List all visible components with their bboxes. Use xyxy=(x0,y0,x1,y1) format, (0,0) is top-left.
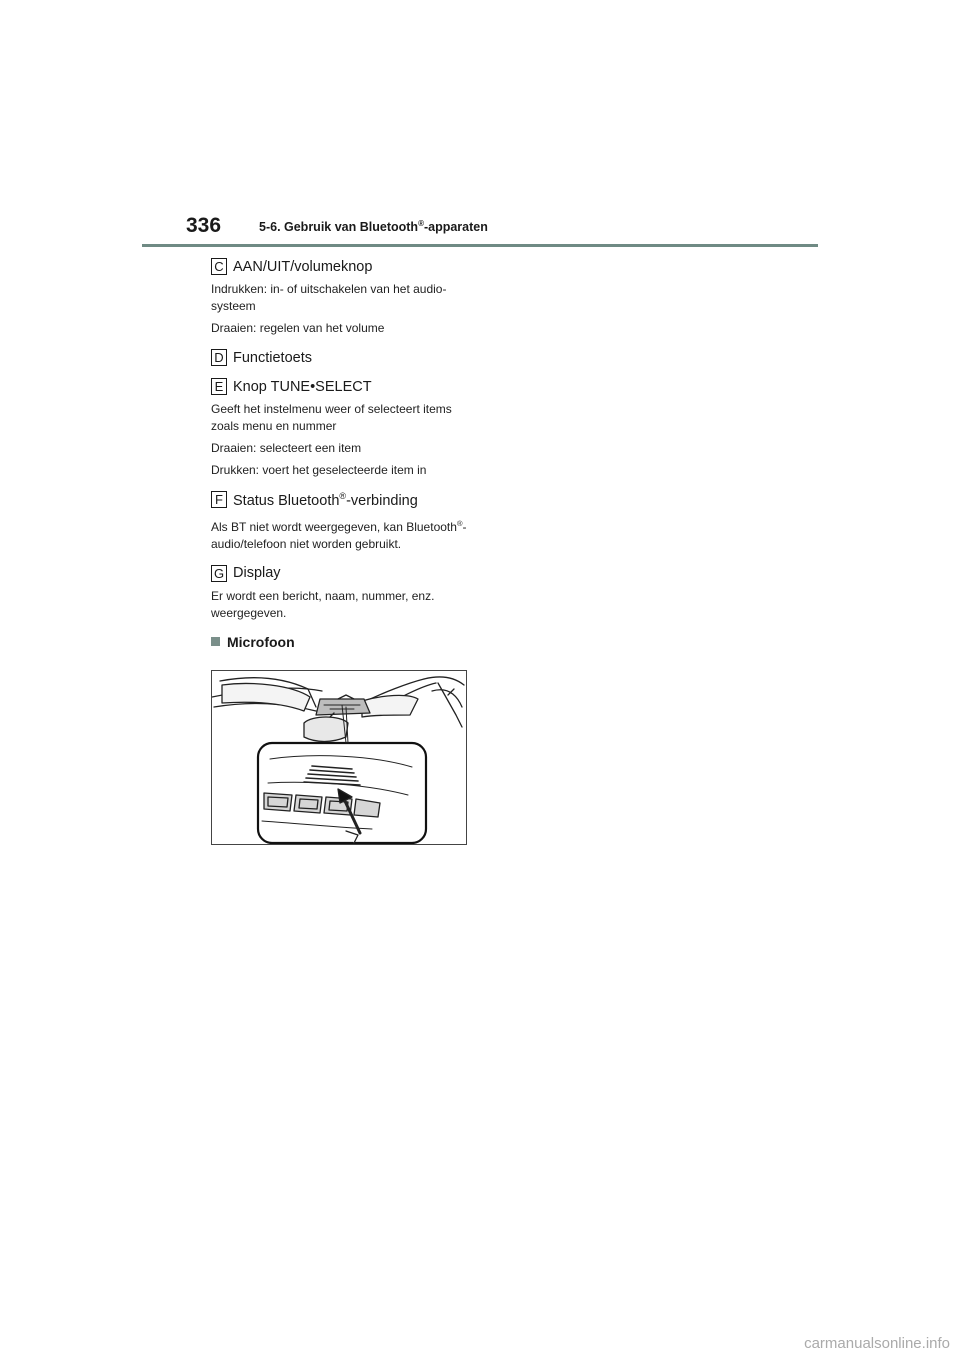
item-desc: Draaien: regelen van het volume xyxy=(211,321,385,335)
item-title-pre: Status Bluetooth xyxy=(233,492,340,509)
item-desc-post: -audio/telefoon niet worden gebruikt. xyxy=(211,519,467,551)
item-title-post: -verbinding xyxy=(346,492,418,509)
item-desc: Indrukken: in- of uitschakelen van het audio-systeem xyxy=(211,282,447,313)
section-title xyxy=(259,219,488,234)
item-heading xyxy=(211,565,471,582)
microphone-illustration xyxy=(211,670,467,845)
item-letter: G xyxy=(211,565,227,582)
item-title: Functietoets xyxy=(233,349,312,366)
item-title-sup: ® xyxy=(339,491,347,501)
section-title-pre: 5-6. Gebruik van Bluetooth xyxy=(259,220,419,235)
item-desc: Draaien: selecteert een item xyxy=(211,441,362,455)
item-d xyxy=(211,349,471,366)
item-f xyxy=(211,491,471,553)
microphone-diagram-icon xyxy=(212,671,466,844)
item-desc: Geeft het instelmenu weer of selecteert items zoals menu en nummer xyxy=(211,402,452,433)
item-desc: Er wordt een bericht, naam, nummer, enz. weergegeven. xyxy=(211,588,435,620)
page-number: 336 xyxy=(186,214,222,237)
item-letter: D xyxy=(211,349,227,366)
item-heading xyxy=(211,378,471,395)
item-e xyxy=(211,378,471,479)
item-letter: C xyxy=(211,258,227,275)
item-desc-pre: Als BT niet wordt weergegeven, kan Bluetooth xyxy=(211,519,457,534)
item-c xyxy=(211,258,471,337)
item-title: Display xyxy=(233,565,281,582)
item-desc: Drukken: voert het geselecteerde item in xyxy=(211,463,427,477)
item-heading xyxy=(211,258,471,275)
section-title-post: -apparaten xyxy=(423,220,488,235)
header-rule xyxy=(142,244,818,247)
item-desc xyxy=(211,515,471,553)
content xyxy=(211,258,471,650)
item-letter: E xyxy=(211,378,227,395)
footer-watermark: carmanualsonline.info xyxy=(804,1335,950,1352)
item-title xyxy=(233,491,418,509)
section-title-sup: ® xyxy=(418,219,424,228)
square-bullet-icon xyxy=(211,637,220,646)
subsection-heading xyxy=(211,634,471,650)
item-heading xyxy=(211,349,471,366)
item-g xyxy=(211,565,471,622)
subsection-title: Microfoon xyxy=(227,633,295,650)
item-title: AAN/UIT/volumeknop xyxy=(233,258,373,275)
item-title: Knop TUNE•SELECT xyxy=(233,378,372,395)
item-letter: F xyxy=(211,491,227,508)
item-desc-sup: ® xyxy=(456,518,463,528)
item-heading xyxy=(211,491,471,509)
